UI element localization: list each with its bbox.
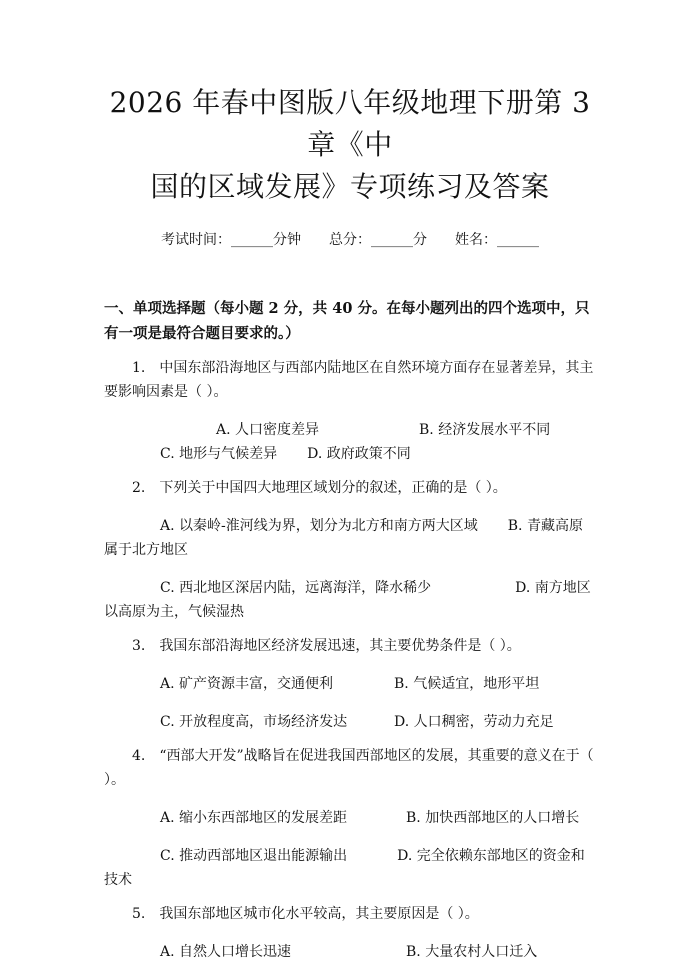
question-1-stem: 1. 中国东部沿海地区与西部内陆地区在自然环境方面存在显著差异，其主要影响因素是（ ）。 — [104, 360, 594, 400]
options-row — [104, 940, 596, 964]
question-2-options — [104, 514, 596, 624]
question-4-options — [104, 806, 596, 892]
exam-score: 总分：______分 — [329, 232, 427, 248]
option-c: C. 推动西部地区退出能源输出 — [160, 848, 348, 864]
title-line-1: 2026 年春中图版八年级地理下册第 3 章《中 — [109, 86, 591, 161]
question-5-options — [104, 940, 596, 964]
option-a: A. 以秦岭-淮河线为界，划分为北方和南方两大区域 — [160, 518, 478, 534]
option-c: C. 地形与气候差异 — [160, 446, 278, 462]
option-a: A. 缩小东西部地区的发展差距 — [160, 810, 348, 826]
section-heading: 一、单项选择题（每小题 2 分，共 40 分。在每小题列出的四个选项中，只有一项是最符合题目要求的。） — [104, 300, 590, 342]
option-d: D. 完全依赖东部地区的资金和技术 — [104, 848, 585, 888]
options-row — [104, 844, 596, 892]
option-d: D. 人口稠密，劳动力充足 — [394, 714, 554, 730]
option-a: A. 自然人口增长迅速 — [160, 944, 292, 960]
question-3-stem: 3. 我国东部沿海地区经济发展迅速，其主要优势条件是（ ）。 — [132, 638, 521, 654]
option-b: B. 气候适宜，地形平坦 — [394, 676, 540, 692]
exam-name: 姓名：______ — [455, 232, 539, 248]
option-d: D. 南方地区以高原为主，气候湿热 — [104, 580, 591, 620]
option-b: B. 加快西部地区的人口增长 — [406, 810, 580, 826]
question-3-options — [104, 672, 596, 734]
option-b: B. 青藏高原属于北方地区 — [104, 518, 583, 558]
option-b: B. 经济发展水平不同 — [419, 422, 551, 438]
option-b: B. 大量农村人口迁入 — [406, 944, 538, 960]
question-2-stem: 2. 下列关于中国四大地理区域划分的叙述，正确的是（ ）。 — [132, 480, 507, 496]
options-row — [104, 672, 596, 696]
options-row — [104, 710, 596, 734]
option-d: D. 政府政策不同 — [307, 446, 411, 462]
question-4-stem: 4. “西部大开发”战略旨在促进我国西部地区的发展，其重要的意义在于（ ）。 — [104, 748, 594, 788]
exam-time: 考试时间：______分钟 — [161, 232, 301, 248]
options-row — [104, 806, 596, 830]
document-title — [104, 82, 596, 208]
exam-info — [104, 230, 596, 250]
option-a: A. 矿产资源丰富，交通便利 — [160, 676, 334, 692]
options-row — [104, 576, 596, 624]
question-5-stem: 5. 我国东部地区城市化水平较高，其主要原因是（ ）。 — [132, 906, 479, 922]
question-1-options — [104, 418, 596, 466]
title-line-2: 国的区域发展》专项练习及答案 — [150, 170, 550, 203]
option-a: A. 人口密度差异 — [216, 422, 320, 438]
options-row — [104, 514, 596, 562]
options-row — [104, 418, 596, 466]
option-c: C. 西北地区深居内陆，远离海洋，降水稀少 — [160, 580, 432, 596]
option-c: C. 开放程度高，市场经济发达 — [160, 714, 348, 730]
